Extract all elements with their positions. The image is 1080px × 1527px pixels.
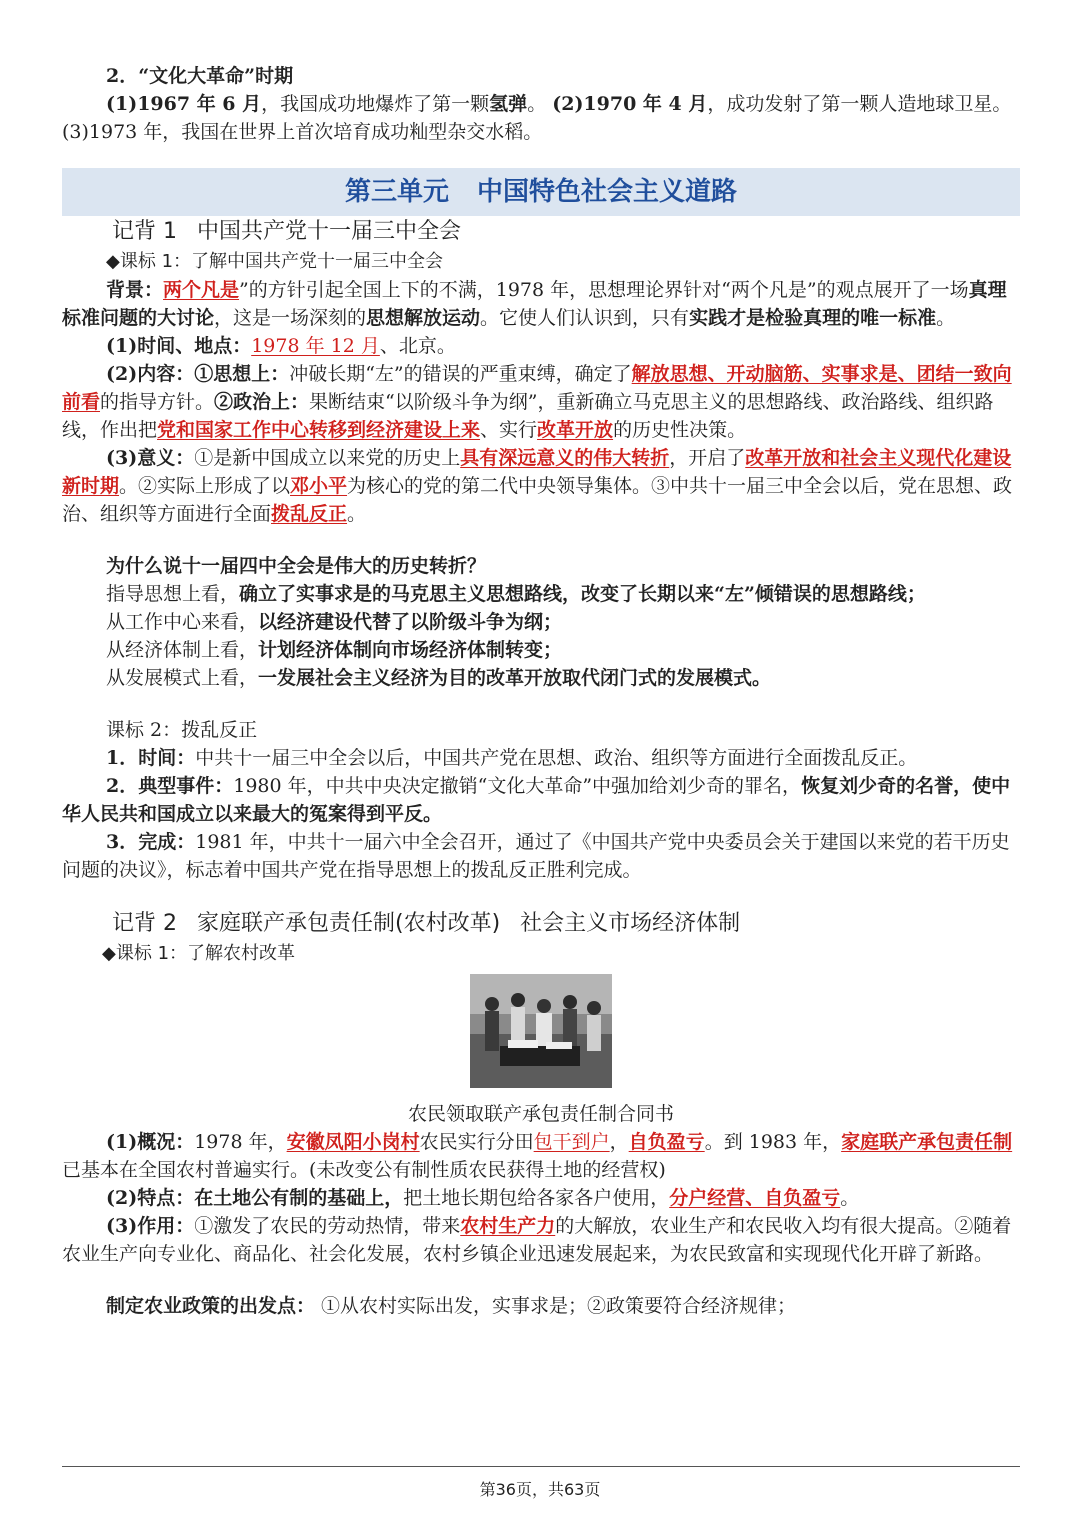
why-answer-3: 从经济体制上看，计划经济体制向市场经济体制转变；	[106, 639, 563, 661]
why-answer-4: 从发展模式上看，一发展社会主义经济为目的改革开放取代闭门式的发展模式。	[106, 667, 772, 689]
kb2-item-2: 2．典型事件：1980 年，中共中央决定撤销“文化大革命”中强加给刘少奇的罪名，恢复刘少奇的名誉，使中华人民共和国成立以来最大的冤案得到平反。	[62, 775, 1011, 825]
kebiao1-heading: ◆课标 1：了解中国共产党十一届三中全会	[106, 251, 444, 272]
kb2-item-3: 3．完成：1981 年，中共十一届六中全会召开，通过了《中国共产党中央委员会关于建国以来党的若干历史问题的决议》，标志着中国共产党在指导思想上的拨乱反正胜利完成。	[62, 831, 1010, 881]
farmers-photo	[470, 974, 612, 1088]
photo-caption: 农民领取联产承包责任制合同书	[407, 1103, 674, 1125]
why-answer-2: 从工作中心来看，以经济建设代替了以阶级斗争为纲；	[106, 611, 563, 633]
photo-container	[62, 974, 1020, 1096]
why-answer-1: 指导思想上看，确立了实事求是的马克思主义思想路线，改变了长期以来“左”倾错误的思想路线；	[106, 583, 926, 605]
paragraph-policy-basis: 制定农业政策的出发点： ①从农村实际出发，实事求是；②政策要符合经济规律；	[106, 1295, 797, 1317]
paragraph-content: (2)内容：①思想上：冲破长期“左”的错误的严重束缚，确定了解放思想、开动脑筋、实事求是、团结一致向前看的指导方针。②政治上：果断结束“以阶级斗争为纲”，重新确立马克思主义的思想路线、政治路线、组织路线，作出把党和国家工作中心转移到经济建设上来、实行改革开放的历史性决策。	[62, 363, 1012, 441]
footer-divider	[62, 1466, 1020, 1467]
paragraph-background: 背景：两个凡是”的方针引起全国上下的不满，1978 年，思想理论界针对“两个凡是”的观点展开了一场真理标准问题的大讨论，这是一场深刻的思想解放运动。它使人们认识到，只有实践才是检验真理的唯一标准。	[62, 279, 1007, 329]
paragraph-time-place: (1)时间、地点：1978 年 12 月、北京。	[106, 335, 456, 357]
paragraph-features: (2)特点：在土地公有制的基础上，把土地长期包给各家各户使用，分户经营、自负盈亏。	[106, 1187, 860, 1209]
section-heading-cultural-revolution: 2．“文化大革命”时期	[106, 65, 294, 87]
unit-banner: 第三单元 中国特色社会主义道路	[62, 168, 1020, 216]
page-number: 第36页，共63页	[479, 1480, 601, 1499]
document-page	[62, 62, 1020, 1320]
jibei2-heading: 记背 2 家庭联产承包责任制(农村改革) 社会主义市场经济体制	[112, 911, 741, 936]
kebiao-rural-heading: ◆课标 1：了解农村改革	[102, 943, 296, 964]
paragraph-overview: (1)概况：1978 年，安徽凤阳小岗村农民实行分田包干到户，自负盈亏。到 1983 年，家庭联产承包责任制已基本在全国农村普遍实行。(未改变公有制性质农民获得土地的经营权)	[62, 1131, 1013, 1181]
kebiao2-heading: 课标 2：拨乱反正	[106, 719, 258, 741]
paragraph-effects: (3)作用：①激发了农民的劳动热情，带来农村生产力的大解放，农业生产和农民收入均有很大提高。②随着农业生产向专业化、商品化、社会化发展，农村乡镇企业迅速发展起来，为农民致富和实现现代化开辟了新路。	[62, 1215, 1012, 1265]
kb2-item-1: 1．时间：中共十一届三中全会以后，中国共产党在思想、政治、组织等方面进行全面拨乱反正。	[106, 747, 918, 769]
why-question: 为什么说十一届四中全会是伟大的历史转折？	[106, 555, 487, 577]
paragraph-achievements: (1)1967 年 6 月，我国成功地爆炸了第一颗氢弹。 (2)1970 年 4 月，成功发射了第一颗人造地球卫星。 (3)1973 年，我国在世界上首次培育成功籼型杂交水稻。	[62, 93, 1012, 143]
jibei1-heading: 记背 1 中国共产党十一届三中全会	[112, 219, 462, 244]
paragraph-significance: (3)意义：①是新中国成立以来党的历史上具有深远意义的伟大转折，开启了改革开放和社会主义现代化建设新时期。②实际上形成了以邓小平为核心的党的第二代中央领导集体。③中共十一届三中全会以后，党在思想、政治、组织等方面进行全面拨乱反正。	[62, 447, 1013, 525]
